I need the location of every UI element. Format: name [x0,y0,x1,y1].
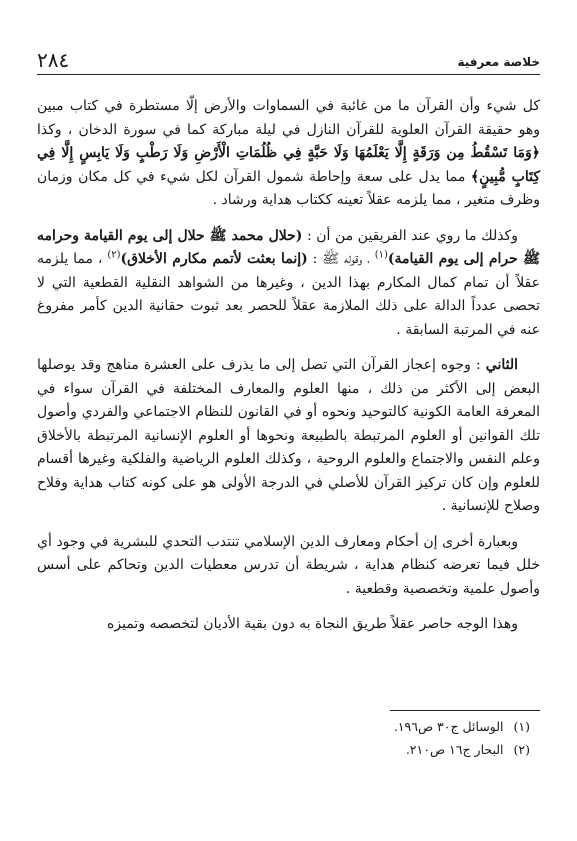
quran-verse: ﴿وَمَا تَسْقُطُ مِن وَرَقَةٍ إِلَّا يَعْلَمُهَا وَلَا حَبَّةٍ فِي ظُلُمَاتِ الْأَرْضِ وَلَا رَطْبٍ وَلَا يَابِسٍ إِلَّا فِي كِتَابٍ مُّبِينٍ﴾ [37,145,540,185]
paragraph-1-text-a: كل شيء وأن القرآن ما من غائبة في السماوات والأرض إلّا مستطرة في كتاب مبين وهو حقيقة القرآن العلوية للقرآن النازل في ليلة مباركة كما في سورة الدخان ، وكذا [37,98,540,138]
page-body [37,95,540,647]
footnote-divider [390,710,540,711]
footnote-text: البحار ج١٦ ص٢١٠. [405,742,504,757]
paragraph-2-text-a: وكذلك ما روي عند الفريقين من أن : [302,227,518,244]
paragraph-2-text-c: ، مما يلزمه عقلاً أن تمام كمال المكارم بهذا الدين ، وغيرها من الشواهد النقلية القطعية التي لا تحصى عدداً الدالة على ذلك الملازمة عقلاً للحصر بعد ثبوت حقانية الدين كأمر مفروغ عنه في المرتبة السابقة . [37,251,540,338]
footnote-text: الوسائل ج٣٠ ص١٩٦. [393,719,504,734]
hadith-1: (حلال محمد ﷺ حلال إلى يوم القيامة وحرامه ﷺ حرام إلى يوم القيامة) [37,227,540,267]
footnote-number: (١) [513,719,530,734]
footnotes [37,710,540,763]
footnote-ref-1[interactable]: (١) [374,249,388,261]
paragraph-1-text-b: مما يدل على سعة وإحاطة شمول القرآن لكل شيء في كل مكان وزمان وظرف متغير ، مما يلزمه عقلاً تعينه ككتاب هداية ورشاد . [37,168,540,208]
paragraph-2 [37,225,540,343]
footnote-2 [37,740,530,760]
paragraph-5 [37,613,540,637]
footnote-1 [37,717,530,737]
running-title: خلاصة معرفية [457,55,540,69]
section-label-second: الثاني [485,357,518,373]
paragraph-3 [37,354,540,519]
hadith-2: (إنما بعثت لأتمم مكارم الأخلاق) [120,251,308,267]
footnote-number: (٢) [513,742,530,757]
paragraph-2-text-b: ، وقوله ﷺ : [307,251,375,267]
paragraph-5-text: وهذا الوجه حاصر عقلاً طريق النجاة به دون بقية الأديان لتخصصه وتميزه [107,616,518,632]
footnote-ref-2[interactable]: (٢) [107,249,121,261]
page-header [37,44,540,75]
paragraph-1 [37,95,540,213]
paragraph-4-text: وبعبارة أخرى إن أحكام ومعارف الدين الإسلامي تنتدب التحدي للبشرية في وجود أي خلل فيما تعرضه كنظام هداية ، شريطة أن تدرس معطيات الدين وتحاكم على أسس وأصول علمية وتخصصية وقطعية . [37,533,540,597]
paragraph-4 [37,531,540,602]
paragraph-3-text: : وجوه إعجاز القرآن التي تصل إلى ما يذرف على العشرة مناهج وقد يوصلها البعض إلى الأكثر من ذلك ، منها العلوم والمعارف المختلفة في القرآن سواء في المعرفة العامة الكونية كالتوحيد ونحوه أو في القانون للنظام الاجتماعي والفردي وأصول تلك القوانين أو العلوم المرتبطة بالطبيعة ونحوها أو العلوم الإنسانية المرتبطة بالأخلاق وعلم النفس والاجتماع والعلوم الروحية ، وكذلك العلوم الرياضية والفلكية وغيرها أقسام للعلوم وإن كان تركيز القرآن للأصلي في الدرجة الأولى هو على كونه كتاب هداية وفلاح وصلاح للإنسانية . [37,357,540,514]
page-number: ٢٨٤ [37,48,70,72]
